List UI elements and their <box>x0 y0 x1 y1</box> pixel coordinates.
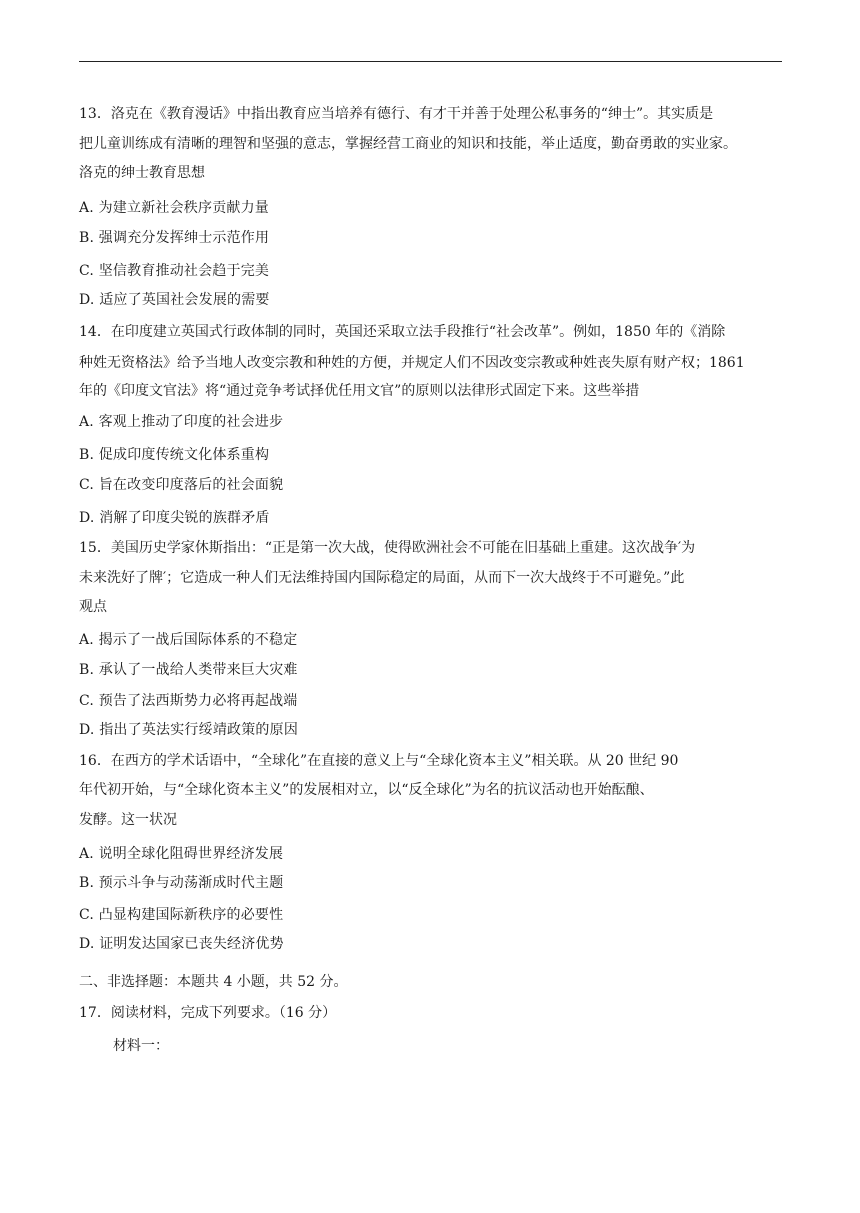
option-a: A. 客观上推动了印度的社会进步 <box>79 414 284 430</box>
question-text-line: 年代初开始，与“全球化资本主义”的发展相对立，以“反全球化”为名的抗议活动也开始酝酿、 <box>79 782 654 798</box>
question-text-line: 观点 <box>79 599 107 615</box>
option-a: A. 揭示了一战后国际体系的不稳定 <box>79 632 298 648</box>
question-text-line: 未来洗好了牌′；它造成一种人们无法维持国内国际稳定的局面，从而下一次大战终于不可避免。”此 <box>79 570 685 586</box>
option-b: B. 促成印度传统文化体系重构 <box>79 447 270 463</box>
material-label: 材料一： <box>113 1038 169 1054</box>
question-text-line: 16．在西方的学术话语中，“全球化”在直接的意义上与“全球化资本主义”相关联。从 20 世纪 90 <box>79 753 679 769</box>
option-c: C. 预告了法西斯势力必将再起战端 <box>79 693 298 709</box>
option-d: D. 消解了印度尖锐的族群矛盾 <box>79 510 270 526</box>
question-text-line: 15．美国历史学家休斯指出：“正是第一次大战，使得欧洲社会不可能在旧基础上重建。这次战争′为 <box>79 540 696 556</box>
option-b: B. 强调充分发挥绅士示范作用 <box>79 230 270 246</box>
option-d: D. 指出了英法实行绥靖政策的原因 <box>79 722 299 738</box>
option-d: D. 证明发达国家已丧失经济优势 <box>79 936 284 952</box>
question-text-line: 14．在印度建立英国式行政体制的同时，英国还采取立法手段推行“社会改革”。例如，1850 年的《消除 <box>79 324 726 340</box>
option-c: C. 旨在改变印度落后的社会面貌 <box>79 477 284 493</box>
section-heading: 二、非选择题：本题共 4 小题，共 52 分。 <box>79 974 348 990</box>
option-a: A. 说明全球化阻碍世界经济发展 <box>79 846 284 862</box>
question-text-line: 种姓无资格法》给予当地人改变宗教和种姓的方便，并规定人们不因改变宗教或种姓丧失原有财产权；1861 <box>79 355 745 371</box>
question-text-line: 洛克的绅士教育思想 <box>79 165 205 181</box>
option-c: C. 坚信教育推动社会趋于完美 <box>79 263 270 279</box>
question-text-line: 发酵。这一状况 <box>79 812 177 828</box>
option-d: D. 适应了英国社会发展的需要 <box>79 292 270 308</box>
header-rule <box>79 61 782 62</box>
question-17-prompt: 17．阅读材料，完成下列要求。（16 分） <box>79 1005 337 1021</box>
option-b: B. 承认了一战给人类带来巨大灾难 <box>79 662 298 678</box>
option-c: C. 凸显构建国际新秩序的必要性 <box>79 907 284 923</box>
question-text-line: 13．洛克在《教育漫话》中指出教育应当培养有德行、有才干并善于处理公私事务的“绅士”。其实质是 <box>79 106 714 122</box>
question-text-line: 年的《印度文官法》将“通过竞争考试择优任用文官”的原则以法律形式固定下来。这些举措 <box>79 383 640 399</box>
option-a: A. 为建立新社会秩序贡献力量 <box>79 200 270 216</box>
question-text-line: 把儿童训练成有清晰的理智和坚强的意志，掌握经营工商业的知识和技能，举止适度，勤奋勇敢的实业家。 <box>79 136 737 152</box>
option-b: B. 预示斗争与动荡渐成时代主题 <box>79 875 284 891</box>
